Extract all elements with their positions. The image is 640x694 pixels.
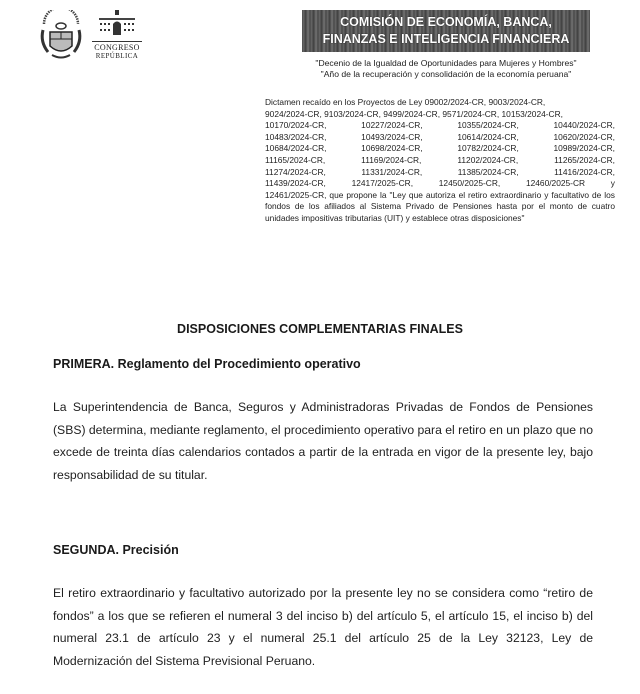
dictamen-projects-row bbox=[265, 120, 615, 132]
project-number: 12460/2025-CR bbox=[525, 178, 586, 189]
banner-line-1: COMISIÓN DE ECONOMÍA, BANCA, bbox=[340, 15, 552, 29]
project-number: 10170/2024-CR, bbox=[265, 120, 327, 131]
project-number: y bbox=[610, 178, 615, 189]
project-number: 11165/2024-CR, bbox=[265, 154, 326, 165]
project-number: 10483/2024-CR, bbox=[265, 131, 327, 142]
banner-line-2: FINANZAS E INTELIGENCIA FINANCIERA bbox=[322, 32, 570, 46]
project-number: 10227/2024-CR, bbox=[361, 120, 423, 131]
dictamen-projects-row bbox=[265, 167, 615, 179]
dictamen-block bbox=[265, 97, 615, 225]
project-number: 11274/2024-CR, bbox=[265, 166, 326, 177]
congreso-label: CONGRESO bbox=[92, 41, 142, 52]
project-number: 10493/2024-CR, bbox=[361, 131, 423, 142]
dictamen-tail: 12461/2025-CR, que propone la "Ley que autoriza el retiro extraordinario y facultativo de los fondos de los afiliados al Sistema Privado de Pensiones hasta por el monto de cuatro unidades impositivas tributarias (UIT) y establece otras disposiciones" bbox=[265, 189, 615, 223]
dictamen-line: Dictamen recaído en los Proyectos de Ley 09002/2024-CR, 9003/2024-CR, bbox=[265, 97, 546, 107]
escudo-peru-icon bbox=[38, 10, 84, 62]
congreso-logo bbox=[92, 8, 142, 66]
project-number: 10782/2024-CR, bbox=[457, 143, 519, 154]
congreso-building-icon bbox=[95, 8, 139, 36]
section-heading-segunda: SEGUNDA. Precisión bbox=[53, 543, 179, 557]
project-number: 11265/2024-CR, bbox=[554, 154, 615, 165]
project-number: 11385/2024-CR, bbox=[457, 166, 519, 177]
republica-label: REPÚBLICA bbox=[95, 52, 139, 60]
motto-decenio: "Decenio de la Igualdad de Oportunidades para Mujeres y Hombres" bbox=[315, 58, 577, 68]
dictamen-projects-row bbox=[265, 143, 615, 155]
project-number: 12450/2025-CR, bbox=[438, 178, 501, 189]
project-number: 10684/2024-CR, bbox=[265, 143, 327, 154]
section-text-primera: La Superintendencia de Banca, Seguros y Administradoras Privadas de Fondos de Pensiones (SBS) determina, mediante reglamento, el procedimiento operativo para el retiro en un plazo que no excede de treinta días calendarios contados a partir de la entrada en vigor de la presente ley, bajo responsabilidad de su titular. bbox=[53, 400, 593, 482]
section-text-segunda: El retiro extraordinario y facultativo autorizado por la presente ley no se considera como “retiro de fondos” a los que se refieren el numeral 3 del inciso b) del artículo 5, el artículo 15, el inciso b) del numeral 23.1 de artículo 23 y el numeral 25.1 del artículo 25 de la Ley 32123, Ley de Modernización del Sistema Previsional Peruano. bbox=[53, 586, 593, 668]
project-number: 11331/2024-CR, bbox=[361, 166, 423, 177]
dictamen-projects-row bbox=[265, 178, 615, 190]
project-number: 11416/2024-CR, bbox=[554, 166, 615, 177]
mottos bbox=[290, 58, 602, 80]
main-heading: DISPOSICIONES COMPLEMENTARIAS FINALES bbox=[177, 322, 463, 336]
comision-banner bbox=[302, 10, 590, 52]
dictamen-projects-row bbox=[265, 155, 615, 167]
dictamen-projects-row bbox=[265, 132, 615, 144]
section-heading-primera: PRIMERA. Reglamento del Procedimiento operativo bbox=[53, 357, 361, 371]
project-number: 10440/2024-CR, bbox=[553, 120, 615, 131]
project-number: 11202/2024-CR, bbox=[457, 154, 519, 165]
project-number: 10355/2024-CR, bbox=[457, 120, 519, 131]
project-number: 10698/2024-CR, bbox=[361, 143, 423, 154]
project-number: 10989/2024-CR, bbox=[553, 143, 615, 154]
project-number: 10620/2024-CR, bbox=[553, 131, 615, 142]
project-number: 10614/2024-CR, bbox=[457, 131, 519, 142]
project-number: 12417/2025-CR, bbox=[351, 178, 414, 189]
project-number: 11439/2024-CR, bbox=[265, 178, 326, 189]
motto-anio: "Año de la recuperación y consolidación de la economía peruana" bbox=[320, 69, 572, 79]
project-number: 11169/2024-CR, bbox=[361, 154, 422, 165]
dictamen-line: 9024/2024-CR, 9103/2024-CR, 9499/2024-CR, 9571/2024-CR, 10153/2024-CR, bbox=[265, 108, 563, 119]
